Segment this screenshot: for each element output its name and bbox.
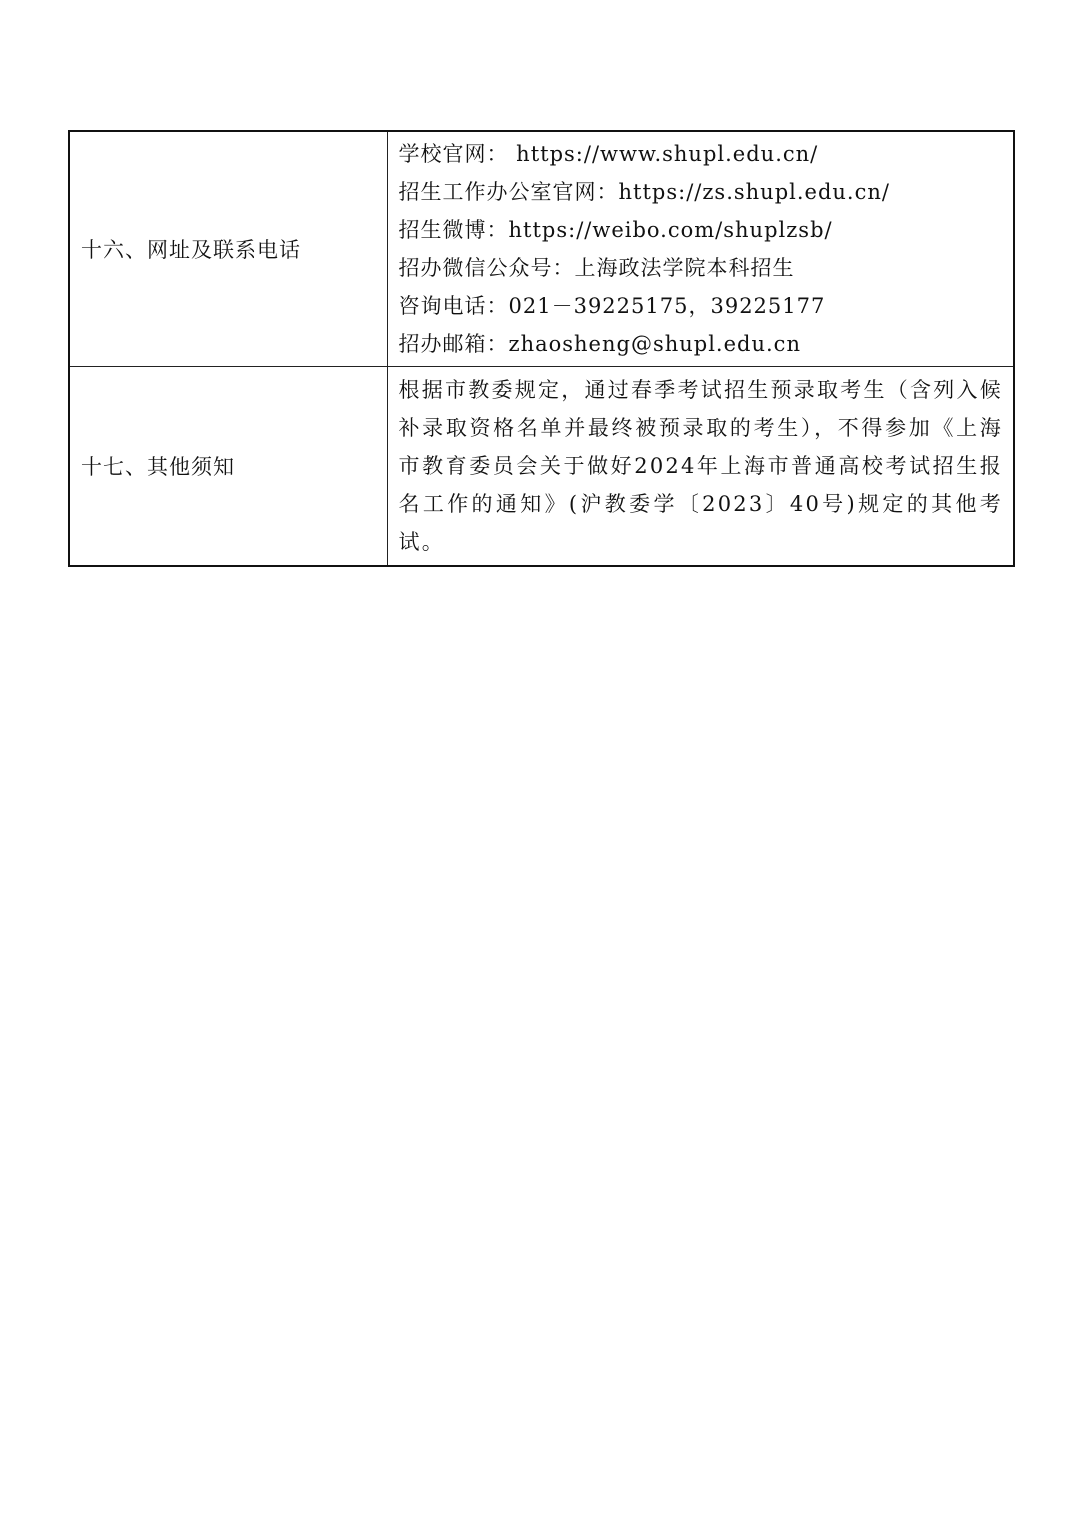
row-label-website-contact: 十六、网址及联系电话 <box>69 131 387 367</box>
website-contact-content <box>387 131 1014 367</box>
admission-info-table <box>68 130 1015 567</box>
school-website-line: 学校官网： https://www.shupl.edu.cn/ <box>398 142 819 166</box>
table-row <box>69 367 1014 567</box>
wechat-account-line: 招办微信公众号：上海政法学院本科招生 <box>398 256 795 280</box>
row-label-other-notes: 十七、其他须知 <box>69 367 387 567</box>
weibo-line: 招生微博：https://weibo.com/shuplzsb/ <box>398 218 833 242</box>
other-notes-text: 根据市教委规定，通过春季考试招生预录取考生（含列入候补录取资格名单并最终被预录取的考生），不得参加《上海市教育委员会关于做好2024年上海市普通高校考试招生报名工作的通知》(沪教委学〔2023〕40号)规定的其他考试。 <box>398 378 1003 554</box>
phone-line: 咨询电话：021－39225175，39225177 <box>398 294 826 318</box>
admission-office-website-line: 招生工作办公室官网：https://zs.shupl.edu.cn/ <box>398 180 890 204</box>
table-row <box>69 131 1014 367</box>
email-line: 招办邮箱：zhaosheng@shupl.edu.cn <box>398 332 801 356</box>
other-notes-content <box>387 367 1014 567</box>
